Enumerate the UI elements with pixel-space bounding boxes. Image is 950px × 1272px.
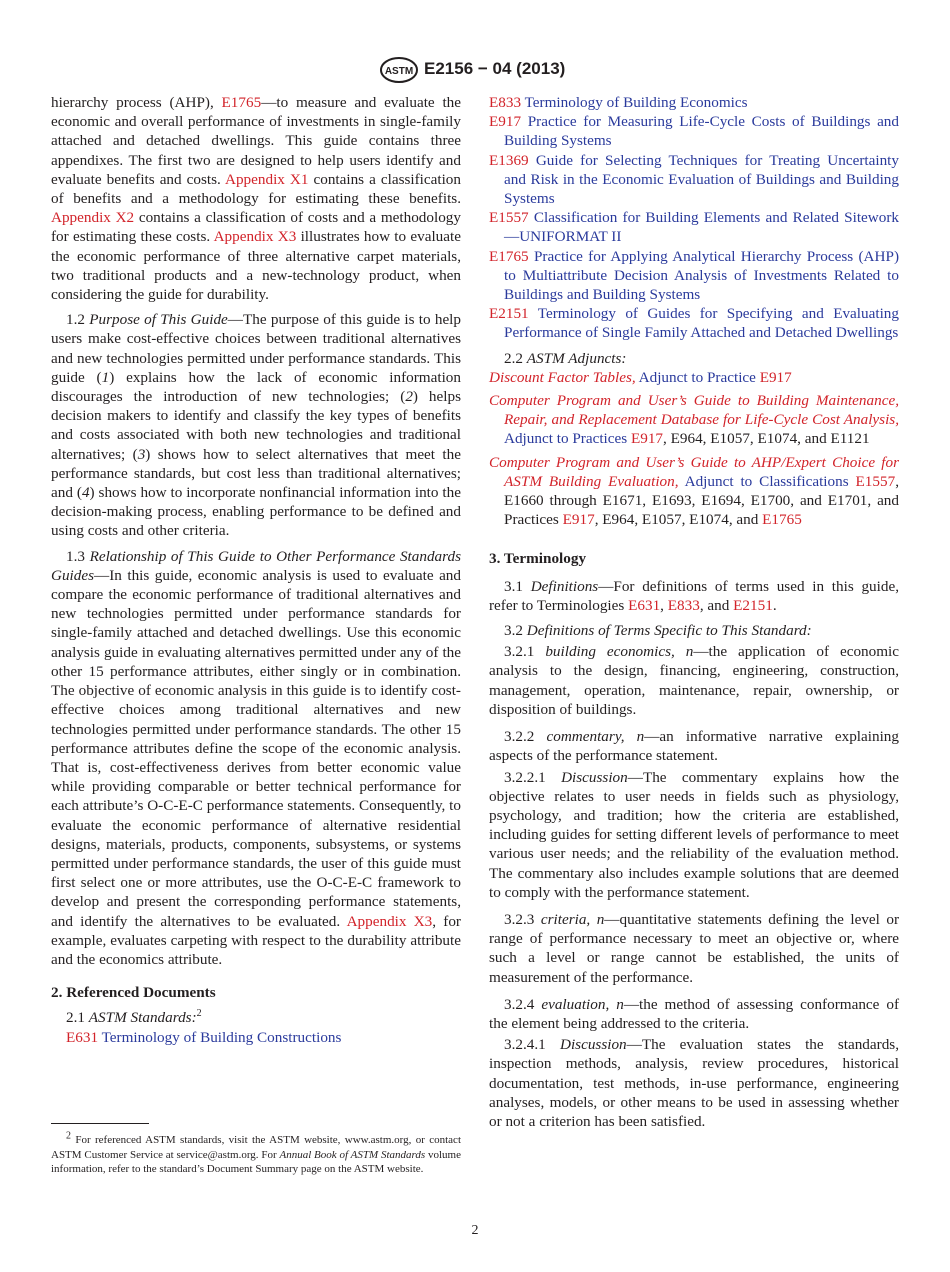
adjunct-discount-factor-tables: Discount Factor Tables, Adjunct to Practice E917: [489, 368, 792, 386]
link-adjunct-practice[interactable]: Adjunct to Practice: [635, 368, 760, 386]
link-e833[interactable]: E833: [667, 596, 700, 614]
discussion-commentary: 3.2.2.1 Discussion—The commentary explains how the objective relates to user needs in fields such as physiology, psychology, and tradition; how the criteria are established, including guides for setting different levels of performance to meet various user needs; and the reliability of the evaluation method. The commentary also includes example solutions that are deemed to comply with the performance statement.: [489, 768, 900, 901]
astm-logo-icon: [379, 56, 419, 84]
definition-building-economics: 3.2.1 building economics, n—the application of economic analysis to the design, financing, engineering, construction, management, operation, maintenance, repair, ownership, or disposition of buildings.: [489, 643, 900, 718]
link-e917-title[interactable]: Practice for Measuring Life-Cycle Costs of Buildings and Building Systems: [504, 113, 899, 150]
link-e833-title[interactable]: Terminology of Building Economics: [524, 94, 748, 111]
reference-e2151: [489, 304, 899, 342]
paragraph-1-3: 1.3 Relationship of This Guide to Other Performance Standards Guides—In this guide, economic analysis is used to evaluate and compare the economic performance of traditional alternatives and new technologies permitted under performance standards for single-family attached and detached dwellings. Use this economic analysis guide in evaluating alternatives permitted under any of the other 15 performance attributes, either singly or in combination. The objective of economic analysis in this guide is to identify cost-effective choices among traditional alternatives and new technologies permitted under performance standards. The other 15 performance attributes define the scope of the economic analysis. That is, cost-effectiveness derives from better economic value while providing comparable or better technical performance for each attribute’s O-C-E-C performance statements. Consequently, to evaluate the economic performance of alternative residential designs, materials, products, components, subsystems, or systems permitted under performance standards, the user of this guide must first select one or more attributes, use the O-C-E-C framework to develop and present the corresponding performance statements, and identify the alternatives to be evaluated. Appendix X3, for example, evaluates carpeting with respect to the durability attribute and the economics attribute.: [51, 547, 462, 968]
link-e1369[interactable]: E1369: [489, 151, 529, 169]
link-e2151[interactable]: E2151: [489, 305, 529, 323]
paragraph-3-2: 3.2 Definitions of Terms Specific to This Standard:: [504, 622, 812, 640]
document-id: E2156 − 04 (2013): [424, 59, 566, 78]
link-e631[interactable]: E631: [628, 596, 661, 614]
footnote-divider: [51, 1123, 149, 1124]
section-3-heading: 3. Terminology: [489, 550, 587, 568]
link-e1557[interactable]: E1557: [489, 209, 529, 227]
link-e2151[interactable]: E2151: [733, 596, 773, 614]
definition-evaluation: 3.2.4 evaluation, n—the method of assessing conformance of the element being addressed to the criteria.: [489, 995, 900, 1032]
left-column: [51, 93, 461, 1047]
link-e917[interactable]: E917: [562, 511, 595, 529]
page-header: [0, 56, 950, 84]
link-appendix-x3[interactable]: Appendix X3: [346, 912, 433, 930]
paragraph-1-1-cont: hierarchy process (AHP), E1765—to measure and evaluate the economic and overall performance of investments in single-family attached and detached dwellings. This guide contains three appendixes. The first two are designed to help users identify and evaluate benefits and costs. Appendix X1 contains a classification of benefits and a methodology for estimating these benefits. Appendix X2 contains a classification of costs and a methodology for estimating these costs. Appendix X3 illustrates how to evaluate the economic performance of three alternative carpet materials, two traditional products and a new-technology product, when considering the guide for durability.: [51, 94, 461, 304]
reference-e833: [489, 93, 899, 112]
reference-e631: [51, 1028, 461, 1047]
paragraph-1-2: 1.2 Purpose of This Guide—The purpose of this guide is to help users make cost-effective choices between traditional alternatives and new technologies permitted under performance standards. This guide (1) explains how the lack of economic information discourages the introduction of new technologies; (2) helps decision makers to identify and classify the key types of benefits and costs associated with both new technologies and traditional alternatives; (3) shows how to select alternatives that meet the performance standards, but cost less than traditional alternatives; and (4) shows how to incorporate nonfinancial information into the decision-making process, enabling performance to be defined and using costs and other criteria.: [51, 311, 461, 540]
reference-e917: [489, 112, 899, 150]
section-2-heading: 2. Referenced Documents: [51, 984, 216, 1002]
definition-criteria: 3.2.3 criteria, n—quantitative statements defining the level or range of performance necessary to meet an objective or, where such a level or range cannot be established, the units of measurement of the performance.: [489, 910, 900, 986]
adjunct-maintenance-database: Computer Program and User’s Guide to Building Maintenance, Repair, and Replacement Database for Life-Cycle Cost Analysis, Adjunct to Practices E917, E964, E1057, E1074, and E1121: [489, 392, 899, 448]
link-e1557[interactable]: E1557: [855, 472, 896, 490]
reference-e1557: [489, 208, 899, 246]
definition-commentary: 3.2.2 commentary, n—an informative narrative explaining aspects of the performance statement.: [489, 728, 899, 765]
link-e631-title[interactable]: Terminology of Building Constructions: [101, 1028, 342, 1046]
link-e1765-title[interactable]: Practice for Applying Analytical Hierarchy Process (AHP) to Multiattribute Decision Analysis of Investments Related to Buildings and Building Systems: [504, 247, 899, 304]
link-e917[interactable]: E917: [759, 368, 792, 386]
link-adjunct-practices[interactable]: Adjunct to Practices: [504, 430, 631, 448]
link-e1765[interactable]: E1765: [762, 511, 802, 529]
link-e1369-title[interactable]: Guide for Selecting Techniques for Treating Uncertainty and Risk in the Economic Evaluation of Buildings and Building Systems: [504, 151, 899, 208]
link-e833[interactable]: E833: [489, 94, 522, 111]
link-e1765[interactable]: E1765: [221, 94, 262, 111]
link-e1557-title[interactable]: Classification for Building Elements and Related Sitework—UNIFORMAT II: [504, 209, 900, 246]
link-e631[interactable]: E631: [66, 1028, 99, 1046]
reference-e1765: [489, 247, 899, 305]
link-appendix-x2[interactable]: Appendix X2: [51, 209, 135, 227]
reference-e1369: [489, 151, 899, 209]
paragraph-2-1: 2.1 ASTM Standards:$^2$: [66, 1008, 202, 1027]
svg-text:ASTM: ASTM: [384, 66, 414, 77]
discussion-evaluation: 3.2.4.1 Discussion—The evaluation states the standards, inspection methods, analysis, review procedures, historical documentation, test methods, in-use performance, engineering analyses, models, or other means to be used in assessing whether or not a criterion has been satisfied.: [489, 1036, 900, 1130]
link-e917[interactable]: E917: [489, 113, 522, 131]
paragraph-3-1: 3.1 Definitions—For definitions of terms used in this guide, refer to Terminologies E631, E833, and E2151.: [489, 577, 899, 614]
right-column: [489, 93, 899, 1137]
page-number: 2: [471, 1223, 479, 1238]
link-e2151-title[interactable]: Terminology of Guides for Specifying and Evaluating Performance of Single Family Attached and Detached Dwellings: [504, 305, 899, 342]
link-appendix-x1[interactable]: Appendix X1: [224, 170, 309, 188]
paragraph-2-2: 2.2 ASTM Adjuncts:: [504, 349, 627, 367]
link-appendix-x3[interactable]: Appendix X3: [213, 228, 297, 246]
adjunct-ahp-expert-choice: Computer Program and User’s Guide to AHP/Expert Choice for ASTM Building Evaluation, Adjunct to Classifications E1557, E1660 through E1671, E1693, E1694, E1700, and E1701, and Practices E917, E964, E1057, E1074, and E1765: [489, 453, 899, 529]
footnote-2: 2 For referenced ASTM standards, visit the ASTM website, www.astm.org, or contact ASTM Customer Service at service@astm.org. For Annual Book of ASTM Standards volume information, refer to the standard’s Document Summary page on the ASTM website.: [51, 1130, 461, 1175]
link-e1765[interactable]: E1765: [489, 247, 529, 265]
link-e917[interactable]: E917: [630, 430, 664, 448]
link-adjunct-classifications[interactable]: Adjunct to Classifications: [678, 472, 856, 490]
